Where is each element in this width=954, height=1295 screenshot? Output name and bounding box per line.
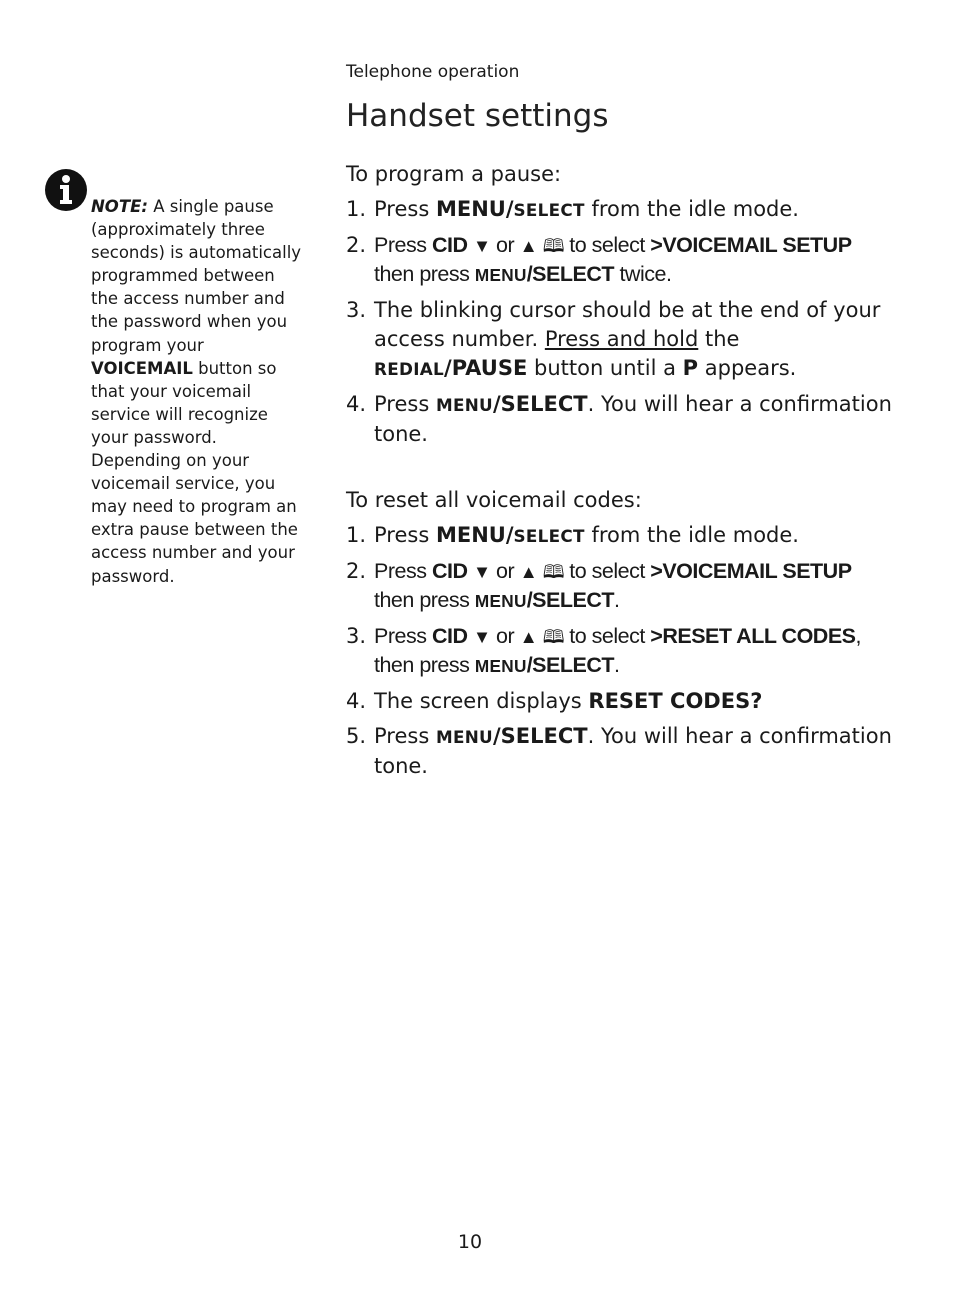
note-text-part2: button so that your voicemail service will recognize your password. Depending on your voicemail service, you may need to program an extra pause between the access number and your password. [91, 358, 298, 586]
step-number: 4. [346, 392, 367, 416]
up-arrow-icon: ▲ [519, 235, 538, 256]
pause-symbol: P [682, 356, 699, 380]
step-number: 5. [346, 724, 367, 748]
select-key: /SELECT [526, 262, 614, 286]
step-text-part: then press [374, 262, 475, 286]
step-text-part: or [490, 233, 520, 257]
menu-option: >RESET ALL CODES [650, 624, 856, 648]
reset-step-2 [346, 557, 896, 616]
up-arrow-icon: ▲ [519, 626, 538, 647]
step-text-part: the [698, 327, 740, 351]
directory-book-icon: 🕮 [542, 626, 564, 647]
note-text-part1: A single pause (approximately three seconds) is automatically programmed between the access number and the password when you program your [91, 197, 302, 355]
reset-steps [346, 521, 896, 781]
reset-step-4 [346, 687, 896, 716]
reset-step-3 [346, 622, 896, 681]
step-text-part: twice. [613, 262, 672, 286]
step-text-part: button until a [527, 356, 683, 380]
section-label: Telephone operation [346, 62, 520, 82]
step-text-part: Press [374, 523, 436, 547]
pause-intro: To program a pause: [346, 162, 562, 186]
note-label: NOTE: [91, 197, 148, 216]
select-key: /SELECT [493, 724, 588, 748]
menu-key: MENU [435, 727, 493, 747]
step-text-part: . [613, 653, 620, 677]
step-text-part: Press [374, 233, 432, 257]
select-key: /SELECT [493, 392, 588, 416]
step-text-part: from the idle mode. [584, 197, 799, 221]
step-text-part: or [490, 559, 520, 583]
step-text [374, 195, 896, 225]
step-text [374, 687, 896, 716]
step-text [374, 557, 896, 616]
note-box [44, 168, 306, 588]
step-text-part: Press [374, 197, 436, 221]
directory-book-icon: 🕮 [542, 561, 564, 582]
step-text [374, 521, 896, 551]
step-number: 1. [346, 523, 367, 547]
info-icon [44, 168, 88, 212]
menu-key: MENU [474, 265, 527, 285]
select-key: /SELECT [526, 653, 614, 677]
step-text [374, 722, 896, 781]
directory-book-icon: 🕮 [542, 235, 564, 256]
step-text-part: or [490, 624, 520, 648]
step-number: 3. [346, 624, 367, 648]
step-text [374, 622, 896, 681]
menu-option: >VOICEMAIL SETUP [650, 233, 852, 257]
screen-message: RESET CODES? [588, 689, 763, 713]
select-key: /SELECT [526, 588, 614, 612]
step-number: 4. [346, 689, 367, 713]
down-arrow-icon: ▼ [472, 235, 491, 256]
step-text-part: The screen displays [374, 689, 589, 713]
step-text [374, 231, 896, 290]
reset-step-5 [346, 722, 896, 781]
page-title: Handset settings [346, 98, 609, 134]
cid-key: CID [431, 233, 468, 257]
step-number: 3. [346, 298, 367, 322]
step-number: 2. [346, 559, 367, 583]
menu-key: MENU [435, 395, 493, 415]
menu-key: MENU/ [435, 197, 514, 221]
pause-step-3 [346, 296, 896, 384]
step-text-part: The blinking cursor should be at the end of your access number. [374, 298, 881, 351]
step-text-part: to select [563, 559, 651, 583]
pause-step-4 [346, 390, 896, 449]
select-key: SELECT [513, 200, 585, 220]
step-text [374, 296, 896, 384]
menu-key: MENU [474, 591, 527, 611]
step-text-part: . You will hear a confirmation tone. [374, 392, 892, 446]
pause-step-1 [346, 195, 896, 225]
step-text-part: to select [563, 624, 651, 648]
pause-key: /PAUSE [444, 356, 528, 380]
menu-option: >VOICEMAIL SETUP [650, 559, 852, 583]
step-text-part: , then press [374, 624, 861, 677]
step-text-part: . You will hear a confirmation tone. [374, 724, 892, 778]
menu-key: MENU/ [435, 523, 514, 547]
step-text-part: Press [374, 392, 436, 416]
step-text-part: Press [374, 624, 432, 648]
down-arrow-icon: ▼ [472, 561, 491, 582]
page-number: 10 [457, 1231, 483, 1253]
note-voicemail-word: VOICEMAIL [91, 358, 193, 378]
note-text [44, 168, 306, 588]
down-arrow-icon: ▼ [472, 626, 491, 647]
cid-key: CID [431, 559, 468, 583]
press-and-hold-text: Press and hold [544, 327, 699, 351]
redial-key: REDIAL [374, 359, 445, 379]
step-text-part: from the idle mode. [584, 523, 799, 547]
pause-step-2 [346, 231, 896, 290]
cid-key: CID [431, 624, 468, 648]
step-text-part: appears. [698, 356, 797, 380]
reset-step-1 [346, 521, 896, 551]
select-key: SELECT [513, 526, 585, 546]
step-number: 1. [346, 197, 367, 221]
menu-key: MENU [474, 656, 527, 676]
step-number: 2. [346, 233, 367, 257]
step-text [374, 390, 896, 449]
pause-steps [346, 195, 896, 449]
step-text-part: to select [563, 233, 651, 257]
main-content [346, 160, 896, 787]
step-text-part: Press [374, 724, 436, 748]
reset-intro: To reset all voicemail codes: [346, 488, 642, 512]
step-text-part: Press [374, 559, 432, 583]
up-arrow-icon: ▲ [519, 561, 538, 582]
step-text-part: then press [374, 588, 475, 612]
step-text-part: . [613, 588, 620, 612]
